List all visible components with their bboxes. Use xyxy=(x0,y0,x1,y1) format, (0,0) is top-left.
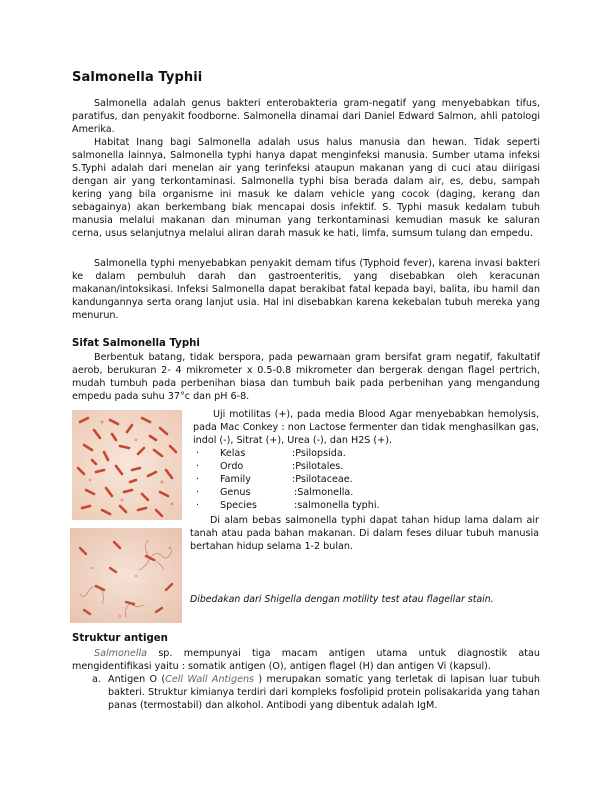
habitat-paragraph: Habitat Inang bagi Salmonella adalah usus halus manusia dan hewan. Tidak seperti salmonella lainnya, Salmonella typhi hanya dapat menginfeksi manusia. Sumber utama infeksi S.Typhi adalah dari menelan air yang terinfeksi ataupun makanan yang di cuci atau diirigasi dengan air yang terkontaminasi. Salmonella typhi bisa berada dalam air, es, debu, sampah kering yang bila organisme ini masuk ke dalam vehicle yang cocok (daging, kerang dan sebagainya) akan berkembang biak mencapai dosis infektif. S. Typhi masuk kedalam tubuh manusia melalui makanan dan minuman yang terkontaminasi kemudian masuk ke saluran cerna, usus selanjutnya melalui aliran darah masuk ke hati, limfa, sumsum tulang dan empedu. xyxy=(72,137,540,239)
classification-value: :salmonella typhi. xyxy=(294,500,380,511)
genus-italic: Salmonella xyxy=(94,648,148,659)
flagella-stain-micrograph xyxy=(70,528,182,623)
antigen-intro-text: sp. mempunyai tiga macam antigen utama untuk diagnostik atau mengidentifikasi yaitu : somatik antigen (O), antigen flagel (H) dan antigen Vi (kapsul). xyxy=(72,648,540,672)
motilitas-paragraph: Uji motilitas (+), pada media Blood Agar menyebabkan hemolysis, pada Mac Conkey : non Lactose fermenter dan tidak menghasilkan gas, indol (-), Sitrat (+), Urea (-), dan H2S (+). xyxy=(193,409,539,446)
item-text-pre: Antigen O ( xyxy=(108,674,166,685)
disease-paragraph: Salmonella typhi menyebabkan penyakit demam tifus (Typhoid fever), karena invasi bakteri ke dalam pembuluh darah dan gastroenteritis, yang disebabkan oleh keracunan makanan/intoksikasi. Infeksi Salmonella dapat berakibat fatal kepada bayi, balita, ibu hamil dan kandungannya serta orang lanjut usia. Hal ini disebabkan karena kekebalan tubuh mereka yang menurun. xyxy=(72,258,540,321)
item-number: a. xyxy=(92,674,101,685)
cell-wall-antigens-italic: Cell Wall Antigens xyxy=(165,674,255,685)
classification-key: Kelas xyxy=(220,448,246,459)
bullet: · xyxy=(196,448,200,459)
sifat-heading: Sifat Salmonella Typhi xyxy=(72,338,200,349)
classification-value: :Psilopsida. xyxy=(292,448,346,459)
intro-paragraph: Salmonella adalah genus bakteri enterobakteria gram-negatif yang menyebabkan tifus, paratifus, dan penyakit foodborne. Salmonella dinamai dari Daniel Edward Salmon, ahli patologi Amerika. xyxy=(72,98,540,135)
classification-key: Family xyxy=(220,474,251,485)
classification-value: :Psilotales. xyxy=(292,461,344,472)
classification-key: Ordo xyxy=(220,461,244,472)
bullet: · xyxy=(196,487,200,498)
classification-key: Genus xyxy=(220,487,251,498)
bullet: · xyxy=(196,474,200,485)
classification-key: Species xyxy=(220,500,257,511)
item-text xyxy=(108,673,540,712)
classification-value: :Psilotaceae. xyxy=(292,474,353,485)
item-text-post: ) merupakan somatic yang terletak di lapisan luar tubuh bakteri. Struktur kimianya terdiri dari kompleks fosfolipid protein polisakarida yang tahan panas (termostabil) dan alkohol. Antibodi yang dibentuk adalah IgM. xyxy=(108,674,540,711)
bullet: · xyxy=(196,461,200,472)
classification-value: :Salmonella. xyxy=(294,487,354,498)
antigen-heading: Struktur antigen xyxy=(72,633,168,644)
antigen-item-a xyxy=(92,673,540,712)
antigen-intro xyxy=(72,647,540,673)
bullet: · xyxy=(196,500,200,511)
gram-stain-micrograph xyxy=(72,410,182,520)
image-caption: Dibedakan dari Shigella dengan motility test atau flagellar stain. xyxy=(190,594,494,605)
document-title: Salmonella Typhii xyxy=(72,70,203,85)
alam-paragraph: Di alam bebas salmonella typhi dapat tahan hidup lama dalam air tanah atau pada bahan makanan. Di dalam feses diluar tubuh manusia bertahan hidup selama 1-2 bulan. xyxy=(190,515,539,552)
sifat-paragraph: Berbentuk batang, tidak berspora, pada pewarnaan gram bersifat gram negatif, fakultatif aerob, berukuran 2- 4 mikrometer x 0.5-0.8 mikrometer dan bergerak dengan flagel pertrich, mudah tumbuh pada perbenihan biasa dan tumbuh baik pada perbenihan yang mengandung empedu pada suhu 37°c dan pH 6-8. xyxy=(72,352,540,402)
